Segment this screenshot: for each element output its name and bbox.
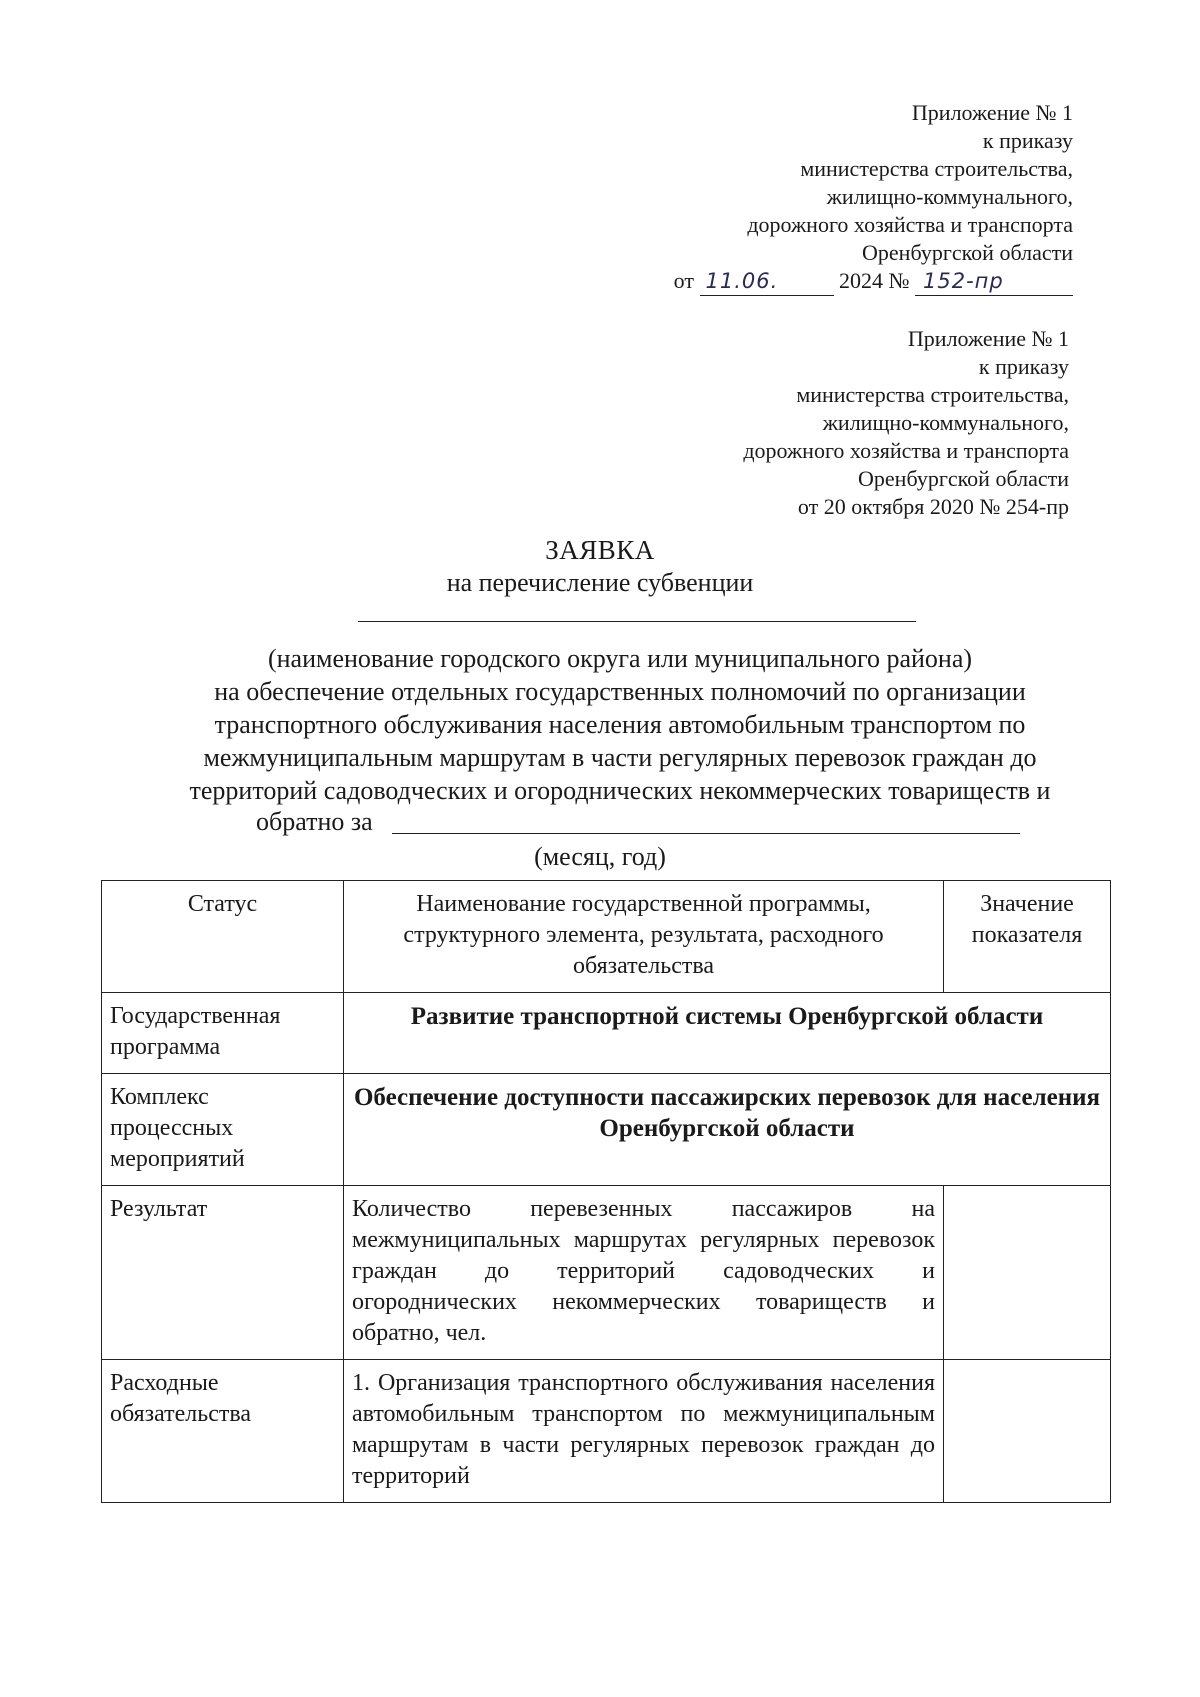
- cell-status: Результат: [102, 1186, 344, 1360]
- header-value: Значение показателя: [944, 881, 1111, 993]
- appendix-line: дорожного хозяйства и транспорта: [743, 438, 1069, 463]
- header-status: Статус: [102, 881, 344, 993]
- appendix-line: Оренбургской области: [858, 466, 1069, 491]
- appendix-line: Приложение № 1: [911, 100, 1073, 125]
- cell-result-text: Количество перевезенных пассажиров на межмуниципальных маршрутах регулярных перевозок граждан до территорий садоводческих и огороднических некоммерческих товариществ и обратно, чел.: [344, 1186, 944, 1360]
- date-prefix: от: [673, 268, 694, 293]
- cell-status: Комплекс процессных мероприятий: [102, 1074, 344, 1186]
- table-row: [102, 993, 1111, 1074]
- table-row: [102, 1074, 1111, 1186]
- cell-program-name: Развитие транспортной системы Оренбургской области: [344, 993, 1111, 1074]
- period-blank-line: [392, 833, 1020, 834]
- appendix-line: жилищно-коммунального,: [822, 410, 1069, 435]
- document-title: ЗАЯВКА: [545, 535, 655, 565]
- appendix-line: к приказу: [978, 354, 1069, 379]
- appendix-line: к приказу: [982, 128, 1073, 153]
- subvention-table: [101, 880, 1111, 1503]
- body-line: транспортного обслуживания населения автомобильным транспортом по: [214, 710, 1026, 739]
- appendix-line: Приложение № 1: [907, 326, 1069, 351]
- cell-obligation-text: 1. Организация транспортного обслуживания населения автомобильным транспортом по межмуниципальным маршрутам в части регулярных перевозок граждан до территорий: [344, 1360, 944, 1503]
- document-subtitle: на перечисление субвенции: [446, 568, 754, 597]
- table-row: [102, 1186, 1111, 1360]
- handwritten-date: 11.06.: [700, 267, 834, 296]
- cell-status: Расходные обязательства: [102, 1360, 344, 1503]
- appendix-line: от 20 октября 2020 № 254-пр: [797, 494, 1069, 519]
- appendix-line: дорожного хозяйства и транспорта: [747, 212, 1073, 237]
- request-body-text: [140, 642, 1100, 807]
- period-caption: (месяц, год): [534, 842, 666, 871]
- order-date-line: [674, 267, 1073, 296]
- year-number-label: 2024 №: [839, 268, 910, 293]
- appendix-line: министерства строительства,: [796, 382, 1069, 407]
- period-prefix: обратно за: [256, 807, 373, 836]
- appendix-block-original: [743, 325, 1069, 521]
- handwritten-order-number: 152-пр: [915, 267, 1073, 296]
- table-row: [102, 1360, 1111, 1503]
- municipality-caption: (наименование городского округа или муниципального района): [267, 644, 973, 673]
- appendix-block-current: [674, 99, 1073, 296]
- body-line: межмуниципальным маршрутам в части регулярных перевозок граждан до: [203, 743, 1037, 772]
- cell-complex-name: Обеспечение доступности пассажирских перевозок для населения Оренбургской области: [344, 1074, 1111, 1186]
- cell-obligation-value: [944, 1360, 1111, 1503]
- cell-status: Государственная программа: [102, 993, 344, 1074]
- header-name: Наименование государственной программы, структурного элемента, результата, расходного обязательства: [344, 881, 944, 993]
- appendix-line: министерства строительства,: [800, 156, 1073, 181]
- municipality-blank-line: [358, 621, 916, 622]
- cell-result-value: [944, 1186, 1111, 1360]
- body-line: на обеспечение отдельных государственных полномочий по организации: [214, 677, 1026, 706]
- body-line: территорий садоводческих и огороднических некоммерческих товариществ и: [189, 776, 1051, 805]
- appendix-line: Оренбургской области: [862, 240, 1073, 265]
- table-header-row: [102, 881, 1111, 993]
- appendix-line: жилищно-коммунального,: [826, 184, 1073, 209]
